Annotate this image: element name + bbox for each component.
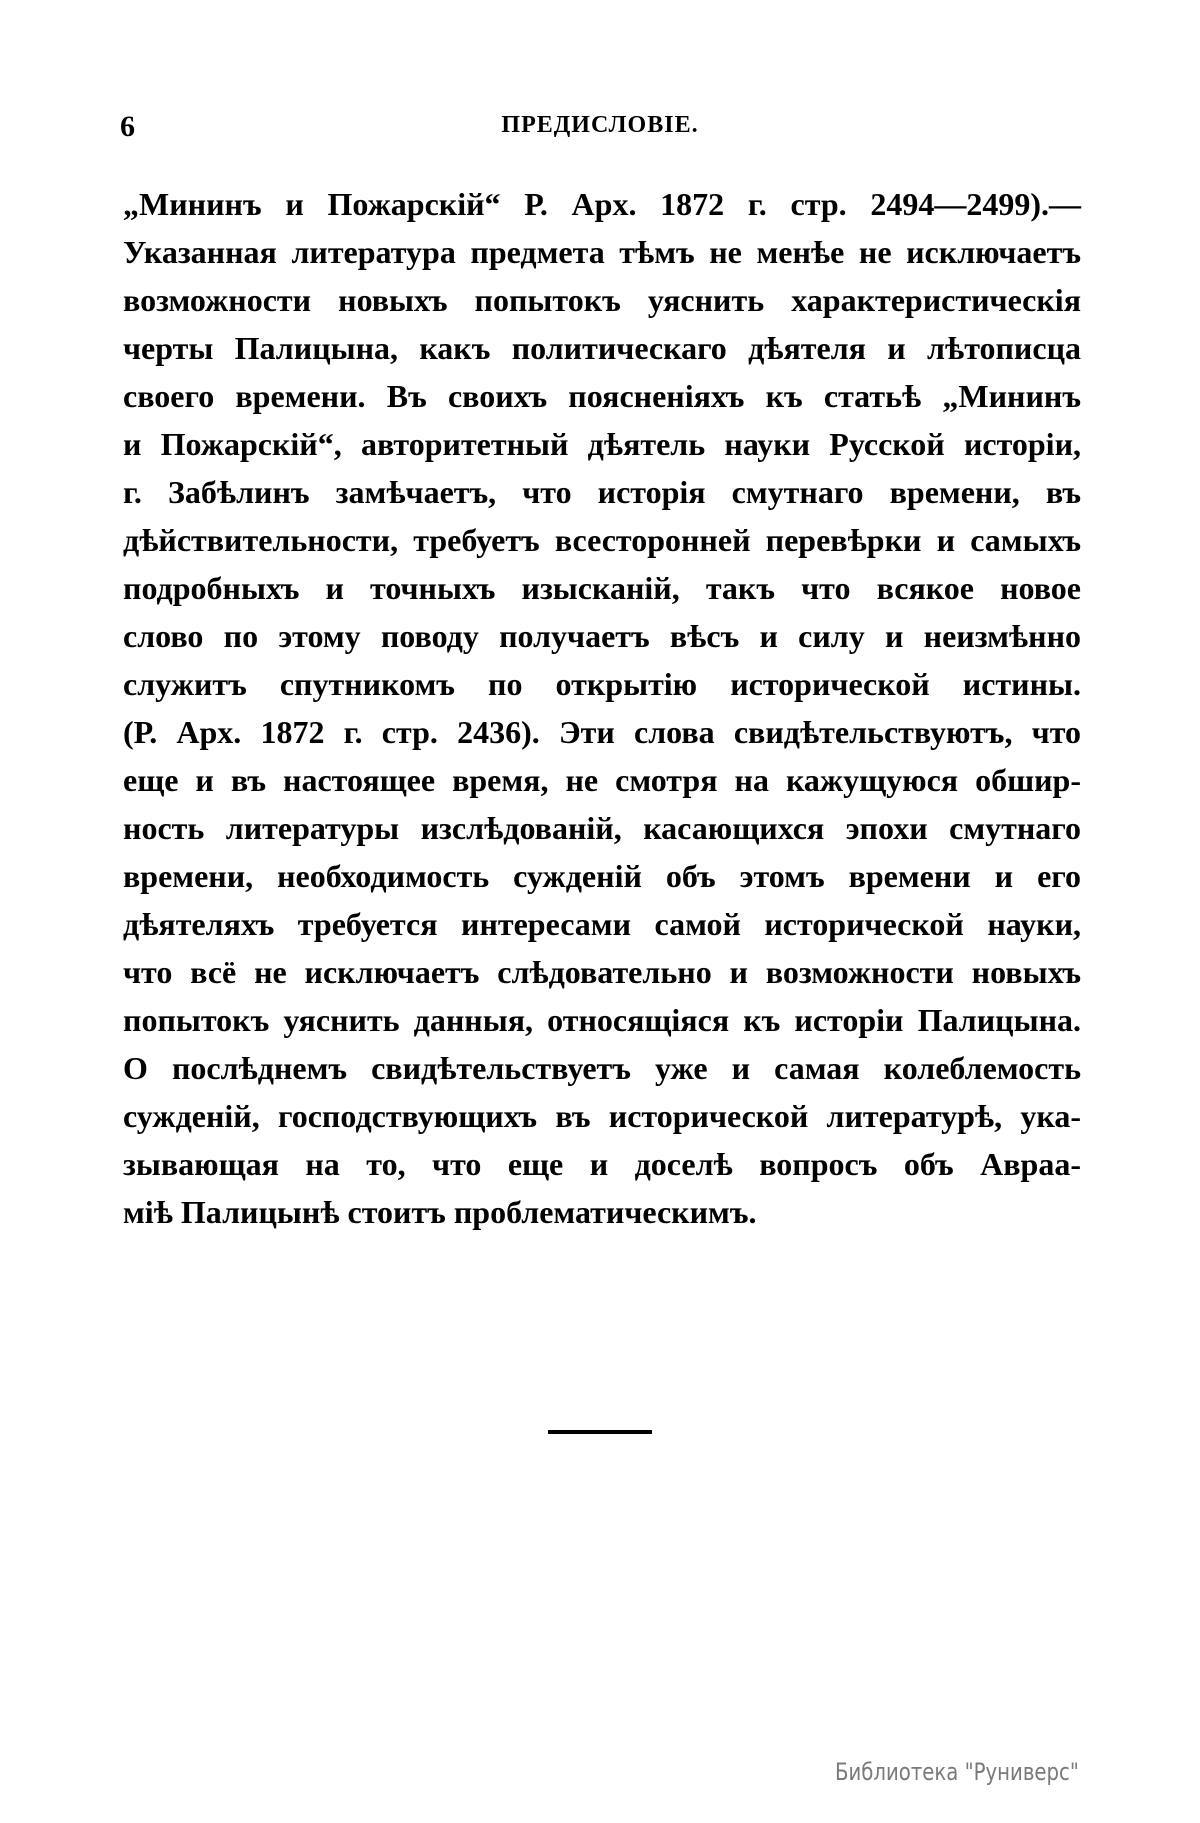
text-line: времени, необходимость сужденій объ этомъ времени и его <box>123 858 1081 894</box>
page-number: 6 <box>120 110 135 143</box>
running-title: ПРЕДИСЛОВІЕ. <box>501 112 699 138</box>
text-line: ность литературы изслѣдованій, касающихся эпохи смутнаго <box>123 810 1081 846</box>
text-line: Указанная литература предмета тѣмъ не менѣе не исключаетъ <box>123 234 1081 270</box>
text-line: г. Забѣлинъ замѣчаетъ, что исторія смутнаго времени, въ <box>123 474 1081 510</box>
text-line: дѣятеляхъ требуется интересами самой исторической науки, <box>123 906 1081 942</box>
body-text <box>123 186 1081 1242</box>
text-line: дѣйствительности, требуетъ всесторонней перевѣрки и самыхъ <box>123 522 1081 558</box>
library-watermark: Библиотека "Руниверс" <box>835 1758 1079 1786</box>
text-line: служитъ спутникомъ по открытію исторической истины. <box>123 666 1081 702</box>
text-line: сужденій, господствующихъ въ исторической литературѣ, ука- <box>123 1098 1081 1134</box>
text-line-last: міѣ Палицынѣ стоитъ проблематическимъ. <box>123 1194 757 1230</box>
text-line: О послѣднемъ свидѣтельствуетъ уже и самая колеблемость <box>123 1050 1081 1086</box>
text-line: „Мининъ и Пожарскій“ Р. Арх. 1872 г. стр. 2494—2499).— <box>123 186 1081 222</box>
text-line: что всё не исключаетъ слѣдовательно и возможности новыхъ <box>123 954 1081 990</box>
text-line: подробныхъ и точныхъ изысканій, такъ что всякое новое <box>123 570 1081 606</box>
text-line: возможности новыхъ попытокъ уяснить характеристическія <box>123 282 1081 318</box>
text-line: своего времени. Въ своихъ поясненіяхъ къ статьѣ „Мининъ <box>123 378 1081 414</box>
section-end-rule <box>548 1430 652 1434</box>
text-line: попытокъ уяснить данныя, относящіяся къ исторіи Палицына. <box>123 1002 1081 1038</box>
text-line: зывающая на то, что еще и доселѣ вопросъ объ Авраа- <box>123 1146 1081 1182</box>
text-line: и Пожарскій“, авторитетный дѣятель науки Русской исторіи, <box>123 426 1081 462</box>
text-line: (Р. Арх. 1872 г. стр. 2436). Эти слова свидѣтельствуютъ, что <box>123 714 1081 750</box>
text-line: еще и въ настоящее время, не смотря на кажущуюся обшир- <box>123 762 1081 798</box>
text-line: черты Палицына, какъ политическаго дѣятеля и лѣтописца <box>123 330 1081 366</box>
text-line: слово по этому поводу получаетъ вѣсъ и силу и неизмѣнно <box>123 618 1081 654</box>
